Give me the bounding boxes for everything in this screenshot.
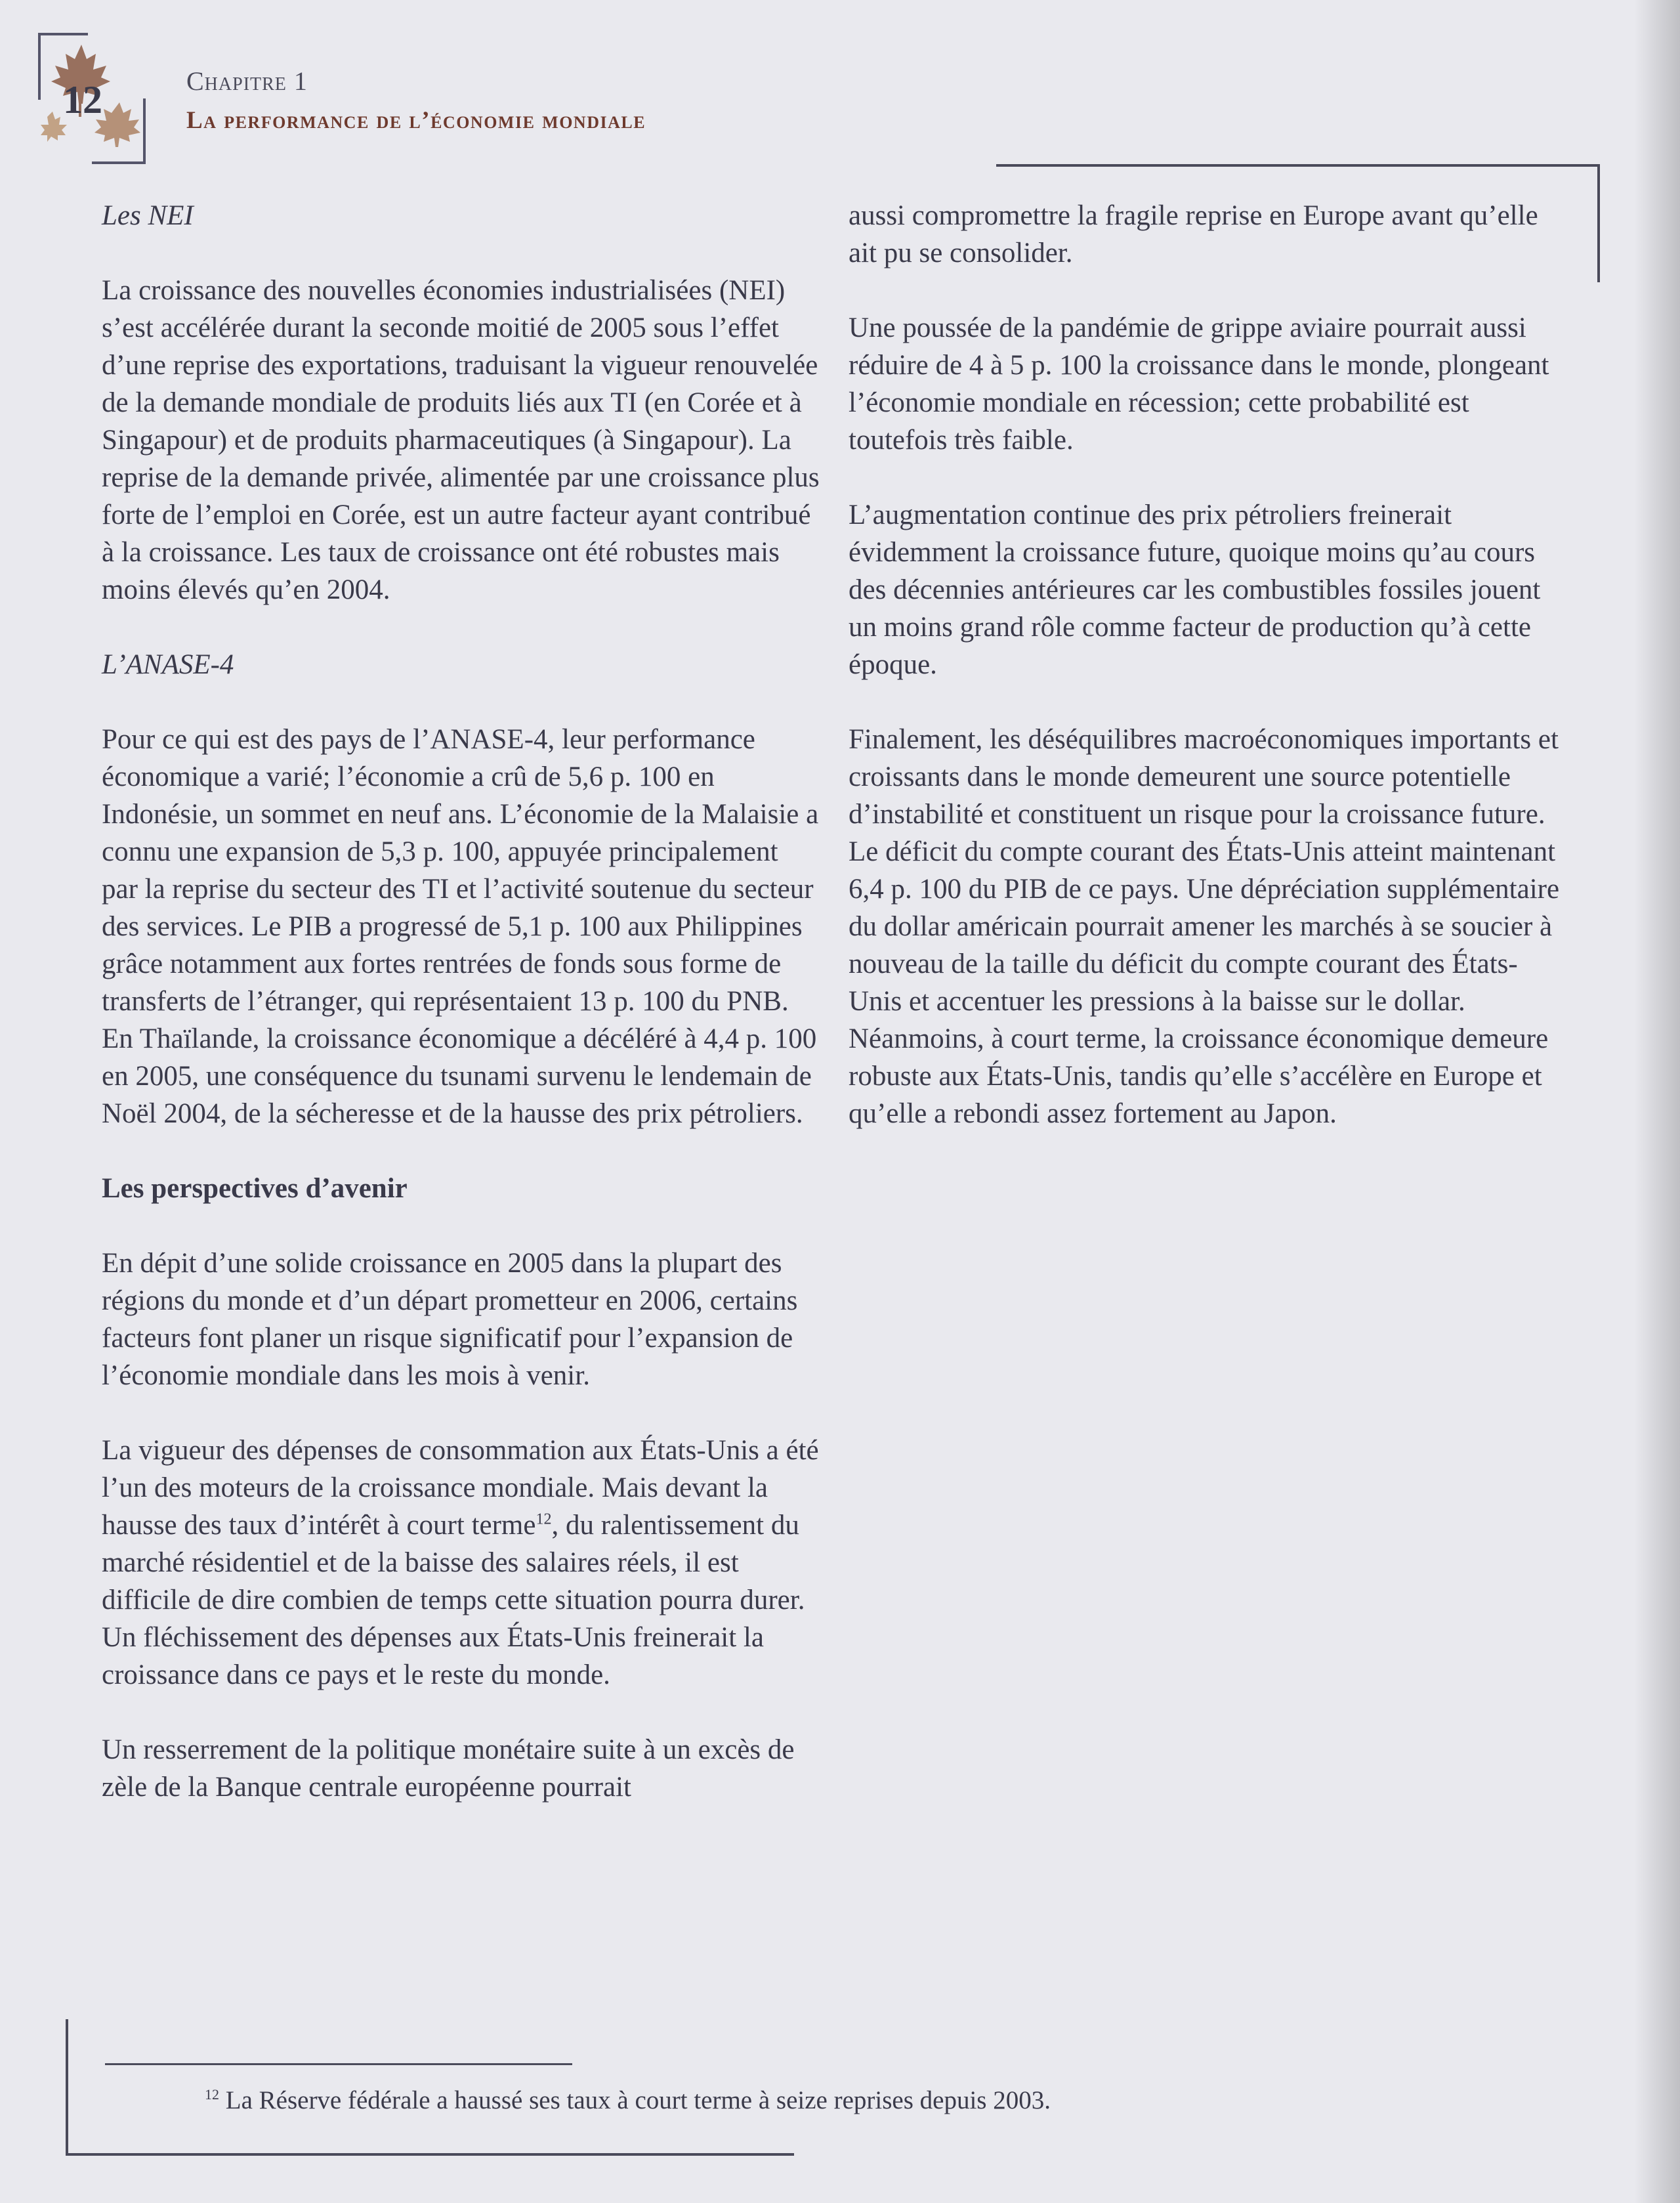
- section-heading-outlook: Les perspectives d’avenir: [102, 1173, 408, 1204]
- section-heading-nei: Les NEI: [102, 200, 194, 231]
- header-frame-line: [38, 33, 88, 35]
- decorative-rule: [996, 164, 1600, 167]
- chapter-label: Chapitre 1: [186, 66, 308, 96]
- decorative-rule: [66, 2019, 68, 2156]
- section-heading-anase: L’ANASE-4: [102, 649, 234, 680]
- paragraph-pandemic: Une poussée de la pandémie de grippe aviaire pourrait aussi réduire de 4 à 5 p. 100 la croissance dans le monde, plongeant l’économie mondiale en récession; cette probabilité est toutefois très faible.: [849, 312, 1549, 456]
- paragraph-consumption-end: , du ralentissement du marché résidentiel et de la baisse des salaires réels, il est difficile de dire combien de temps cette situation pourra durer. Un fléchissement des dépenses aux États-Unis freinerait la croissance dans ce pays et le reste du monde.: [102, 1510, 805, 1690]
- paragraph-monetary-continuation: aussi compromettre la fragile reprise en Europe avant qu’elle ait pu se consolider.: [849, 200, 1538, 268]
- footnote-reference[interactable]: 12: [536, 1510, 552, 1528]
- paragraph-nei: La croissance des nouvelles économies industrialisées (NEI) s’est accélérée durant la seconde moitié de 2005 sous l’effet d’une reprise des exportations, traduisant la vigueur renouvelée de la demande mondiale de produits liés aux TI (en Corée et à Singapour) et de produits pharmaceutiques (à Singapour). La reprise de la demande privée, alimentée par une croissance plus forte de l’emploi en Corée, est un autre facteur ayant contribué à la croissance. Les taux de croissance ont été robustes mais moins élevés qu’en 2004.: [102, 275, 820, 605]
- right-column: [849, 197, 1570, 1170]
- page-edge-shadow: [1634, 0, 1680, 2203]
- paragraph-monetary: Un resserrement de la politique monétaire suite à un excès de zèle de la Banque centrale européenne pourrait: [102, 1734, 795, 1803]
- footnote-text: La Réserve fédérale a haussé ses taux à court terme à seize reprises depuis 2003.: [219, 2086, 1051, 2114]
- paragraph-consumption: [102, 1432, 820, 1694]
- decorative-rule: [1597, 164, 1600, 282]
- header-frame-line: [92, 161, 146, 164]
- footnote: [205, 2084, 1051, 2117]
- paragraph-anase: Pour ce qui est des pays de l’ANASE-4, leur performance économique a varié; l’économie a crû de 5,6 p. 100 en Indonésie, un sommet en neuf ans. L’économie de la Malaisie a connu une expansion de 5,3 p. 100, appuyée principalement par la reprise du secteur des TI et l’activité soutenue du secteur des services. Le PIB a progressé de 5,1 p. 100 aux Philippines grâce notamment aux fortes rentrées de fonds sous forme de transferts de l’étranger, qui représentaient 13 p. 100 du PNB. En Thaïlande, la croissance économique a décéléré à 4,4 p. 100 en 2005, une conséquence du tsunami survenu le lendemain de Noël 2004, de la sécheresse et de la hausse des prix pétroliers.: [102, 724, 819, 1129]
- paragraph-outlook: En dépit d’une solide croissance en 2005 dans la plupart des régions du monde et d’un départ prometteur en 2006, certains facteurs font planer un risque significatif pour l’expansion de l’économie mondiale dans les mois à venir.: [102, 1248, 798, 1391]
- paragraph-consumption-start: La vigueur des dépenses de consommation aux États-Unis a été l’un des moteurs de la croissance mondiale. Mais devant la hausse des taux d’intérêt à court terme: [102, 1435, 819, 1541]
- paragraph-oil: L’augmentation continue des prix pétroliers freinerait évidemment la croissance future, quoique moins qu’au cours des décennies antérieures car les combustibles fossiles jouent un moins grand rôle comme facteur de production qu’à cette époque.: [849, 500, 1541, 680]
- paragraph-imbalances: Finalement, les déséquilibres macroéconomiques importants et croissants dans le monde demeurent une source potentielle d’instabilité et constituent un risque pour la croissance future. Le déficit du compte courant des États-Unis atteint maintenant 6,4 p. 100 du PIB de ce pays. Une dépréciation supplémentaire du dollar américain pourrait amener les marchés à se soucier à nouveau de la taille du déficit du compte courant des États-Unis et accentuer les pressions à la baisse sur le dollar. Néanmoins, à court terme, la croissance économique demeure robuste aux États-Unis, tandis qu’elle s’accélère en Europe et qu’elle a rebondi assez fortement au Japon.: [849, 724, 1560, 1129]
- chapter-title: La performance de l’économie mondiale: [186, 107, 646, 134]
- footnote-rule: [105, 2063, 572, 2065]
- left-column: [102, 197, 820, 1843]
- decorative-rule: [66, 2153, 794, 2156]
- page-number: 12: [63, 78, 102, 121]
- footnote-number: 12: [205, 2086, 219, 2103]
